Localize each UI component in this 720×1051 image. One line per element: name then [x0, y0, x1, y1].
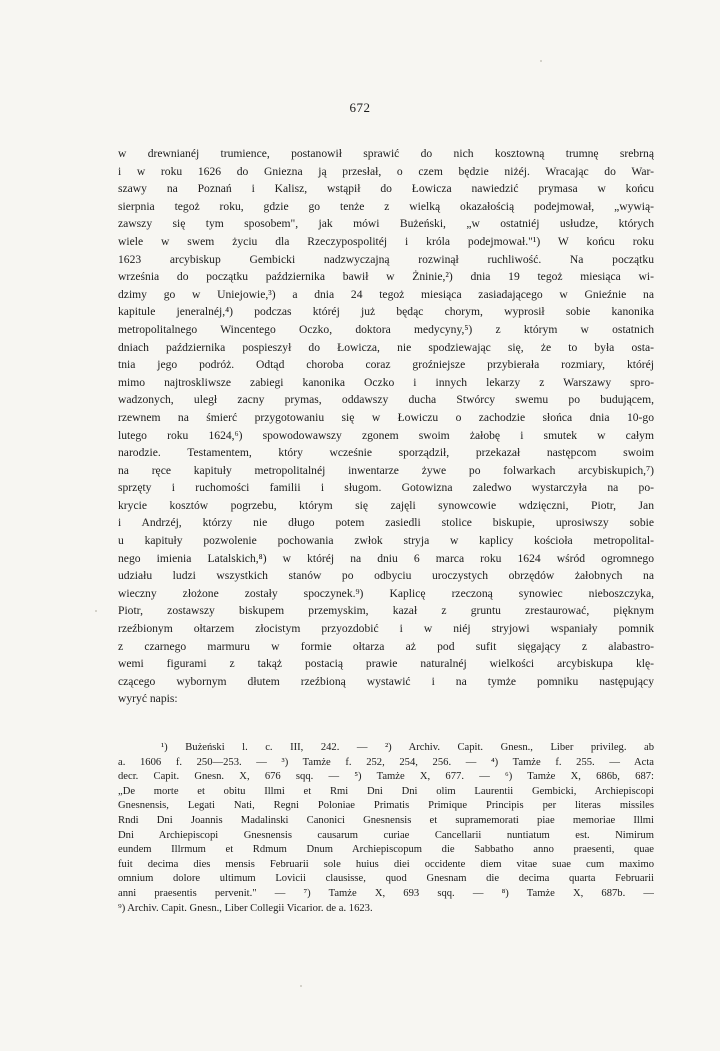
body-line: rzeźbionym ołtarzem złocistym przyozdobić i w niéj stryjowi wspaniały pomnik	[118, 622, 654, 636]
paper-speck	[95, 610, 97, 612]
body-line: narodzie. Testamentem, który wcześnie sporządził, przekazał następcom swoim	[118, 446, 654, 460]
body-line: udziału ludzi wszystkich stanów po odbyciu uroczystych obrzędów żałobnych na	[118, 569, 654, 583]
footnote-line: anni praesentis pervenit." — ⁷) Tamże X, 693 sqq. — ⁸) Tamże X, 687b. —	[118, 887, 654, 899]
footnote-line: Rndi Dni Joannis Madalinski Canonici Gnesnensis et supramemorati piae memoriae Illmi	[118, 814, 654, 826]
body-line: rzewnem na śmierć przygotowaniu się w Łowiczu o zachodzie słońca dnia 10-go	[118, 410, 654, 424]
body-line: szawy na Poznań i Kalisz, wstąpił do Łowicza nawiedzić prymasa w końcu	[118, 182, 654, 196]
footnote-line: fuit decima dies mensis Februarii sole huius diei occidente diem vitae suae cum maximo	[118, 858, 654, 870]
body-line: krycie kosztów pogrzebu, którym się zajęli synowcowie wdzięczni, Piotr, Jan	[118, 498, 654, 512]
body-line: sprzęty i ruchomości familii i sługom. Gotowizna zaledwo wystarczyła na po-	[118, 481, 654, 495]
body-line: wyryć napis:	[118, 692, 178, 706]
body-line: mimo najtroskliwsze zabiegi kanonika Oczko i innych lekarzy z Warszawy spro-	[118, 375, 654, 389]
body-line: sierpnia tegoż roku, gdzie go tenże z wielką okazałością podejmował, „wywią-	[118, 199, 654, 213]
body-line: Piotr, zostawszy biskupem przemyskim, kazał z gruntu zrestaurować, pięknym	[118, 604, 654, 618]
body-line: u kapituły pozwolenie pochowania zwłok stryja w kaplicy kościoła metropolital-	[118, 534, 654, 548]
body-line: wemi figurami z takąż postacią prawie naturalnéj wielkości arcybiskupa klę-	[118, 657, 654, 671]
body-line: czącego wybornym dłutem rzeźbioną wystawić i na tymże pomniku następujący	[118, 674, 654, 688]
body-line: metropolitalnego Wincentego Oczko, doktora medycyny,⁵) z którym w ostatnich	[118, 322, 654, 336]
body-line: lutego roku 1624,⁶) spowodowawszy zgonem swoim żałobę i smutek w całym	[118, 428, 654, 442]
paper-speck	[540, 60, 542, 62]
page-number: 672	[349, 100, 371, 115]
footnote-line: eundem Illrmum et Rdmum Dnum Archiepiscopum die Sabbatho anno praesenti, quae	[118, 844, 654, 856]
body-line: dniach października pospieszył do Łowicza, nie spodziewając się, że to była osta-	[118, 340, 654, 354]
body-line: zawszy się tym sposobem", jak mówi Bużeński, „w ostatniéj usłudze, których	[118, 217, 654, 231]
body-line: na ręce kapituły metropolitalnéj inwentarze żywe po folwarkach arcybiskupich,⁷)	[118, 463, 654, 477]
footnote-line: a. 1606 f. 250—253. — ³) Tamże f. 252, 254, 256. — ⁴) Tamże f. 255. — Acta	[118, 756, 654, 768]
body-line: 1623 arcybiskup Gembicki nadzwyczajną rozwinął ruchliwość. Na początku	[118, 252, 654, 266]
footnotes	[118, 741, 654, 916]
footnote-line: decr. Capit. Gnesn. X, 676 sqq. — ⁵) Tamże X, 677. — ⁶) Tamże X, 686b, 687:	[118, 771, 654, 783]
paper-speck	[300, 985, 302, 987]
body-line: z czarnego marmuru w formie ołtarza aż pod sufit sięgający z alabastro-	[118, 639, 654, 653]
body-line: kapitule jeneralnéj,⁴) podczas któréj już będąc chorym, wyprosił sobie kanonika	[118, 305, 654, 319]
body-line: w drewnianéj trumience, postanowił sprawić do nich kosztowną trumnę srebrną	[118, 147, 654, 160]
body-line: tnia jego podróż. Odtąd choroba coraz groźniejsze przybierała rozmiary, któréj	[118, 358, 654, 372]
footnote-line: Gnesnensis, Legati Nati, Regni Poloniae Primatis Primique Principis per literas missiles	[118, 800, 654, 812]
body-line: września do początku października bawił w Żninie,²) dnia 19 tegoż miesiąca wi-	[118, 270, 654, 284]
footnote-line: „De morte et obitu Illmi et Rmi Dni Dni olim Laurentii Gembicki, Archiepiscopi	[118, 785, 654, 797]
footnote-line: Dni Archiepiscopi Gnesnensis causarum curiae Cancellarii nuntiatum est. Nimirum	[118, 829, 654, 841]
body-line: wiele w swem życiu dla Rzeczypospolitéj i króla podejmował."¹) W końcu roku	[118, 234, 654, 248]
body-line: wadzonych, uległ zacny prymas, oddawszy ducha Stwórcy swemu po budującem,	[118, 393, 654, 407]
footnote-line: omnium dolore ultimum Lovicii clausisse, quod Gnesnam die decima quarta Februarii	[118, 873, 654, 885]
body-line: wieczny złożone zostały spoczynek.⁹) Kaplicę rzeczoną synowiec nieboszczyka,	[118, 586, 654, 600]
body-line: nego imienia Latalskich,⁸) w któréj na dniu 6 marca roku 1624 wśród ogromnego	[118, 551, 654, 565]
footnote-line: ⁹) Archiv. Capit. Gnesn., Liber Collegii Vicarior. de a. 1623.	[118, 902, 373, 914]
body-text	[118, 145, 654, 708]
body-line: i Andrzéj, którzy nie długo potem zasiedli stolice biskupie, uprosiwszy sobie	[118, 516, 654, 530]
footnote-line: ¹) Bużeński l. c. III, 242. — ²) Archiv. Capit. Gnesn., Liber privileg. ab	[161, 742, 654, 753]
body-line: dzimy go w Uniejowie,³) a dnia 24 tegoż miesiąca zasiadającego w Gnieźnie na	[118, 287, 654, 301]
body-line: i w roku 1626 do Gniezna ją przesłał, o czem będzie niżéj. Wracając do War-	[118, 164, 654, 178]
